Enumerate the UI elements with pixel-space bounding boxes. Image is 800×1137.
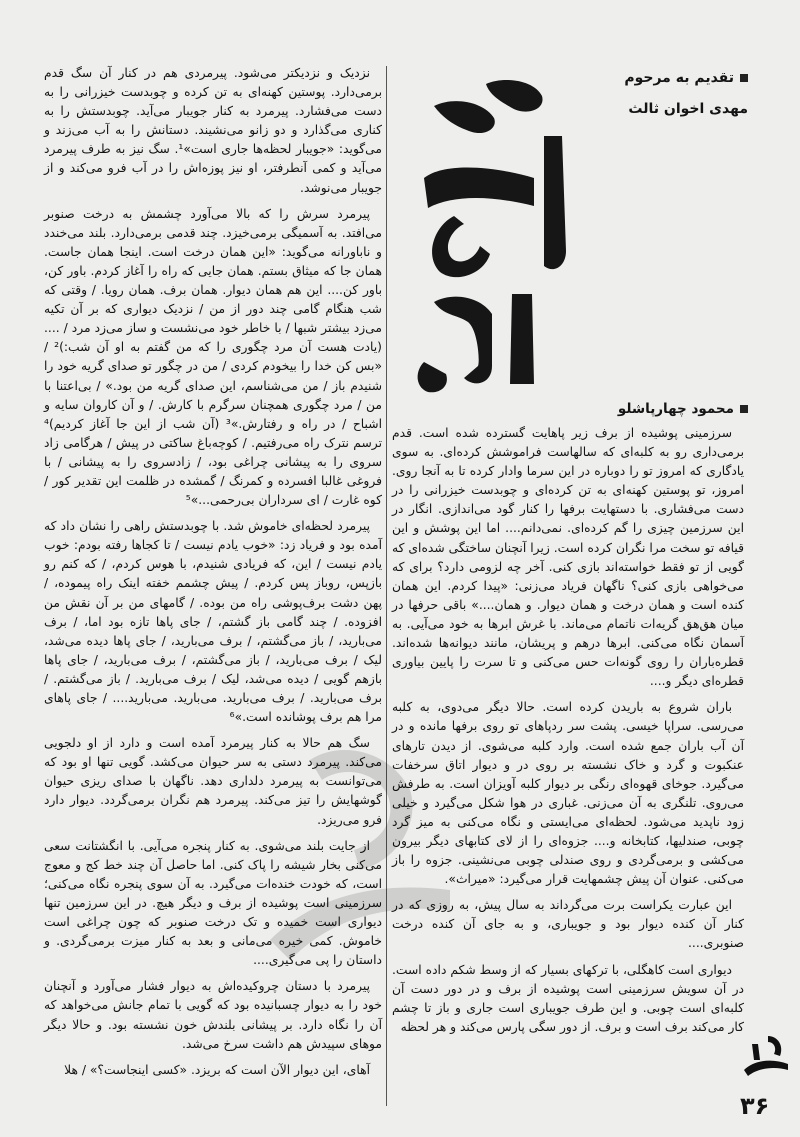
right-paragraph: این عبارت یکراست برت می‌گرداند به سال پیش، به روزی که در کنار آن کنده دیوار بود و جویباری، و به جای آن کنده درخت صنوبری.... bbox=[392, 898, 744, 951]
right-paragraph: دیواری است کاهگلی، با ترکهای بسیار که از وسط شکم داده است. در آن سویش سرزمینی است پوشیده از برف و در دور دست آن کلبه‌ای است چوبی. و این طرف جویباری است جاری و باز تا چشم کار می‌کند برف است و برف. از دور سگی پارس می‌کند و هر لحظه bbox=[392, 962, 744, 1034]
title-calligraphy bbox=[394, 66, 624, 396]
magazine-logo bbox=[738, 1030, 794, 1090]
author-name: محمود چهارپاشلو bbox=[617, 401, 734, 417]
author-byline bbox=[618, 401, 748, 417]
left-paragraph: سگ هم حالا به کنار پیرمرد آمده است و دارد از او دلجویی می‌کند. پیرمرد دستی به سر حیوان می‌کشد. گویی تنها او بود که می‌توانست به پیرمرد دلداری دهد. ناگهان با صدای ریزی حیوان گوشهایش را تیز می‌کند. پیرمرد هم نگران برمی‌گردد. دیوار دارد فرو می‌ریزد. bbox=[44, 736, 382, 827]
tribute-text: تقدیم به مرحوم bbox=[624, 70, 734, 86]
left-paragraph: آهای، این دیوار الآن است که بریزد. «کسی اینجاست؟» / هلا bbox=[64, 1062, 370, 1077]
page-number: ۳۶ bbox=[740, 1092, 770, 1120]
left-paragraph: پیرمرد سرش را که بالا می‌آورد چشمش به درخت صنوبر می‌افتد. به آسمیگی برمی‌خیزد. چند قدمی برمی‌دارد. بلند می‌خندد و ناباورانه می‌گوید: «این همان درخت است. اینجا همان جاست. همان جا که میثاق بستم. همان جایی که راه را آغاز کردم. باور کن، باور کن.... این هم همان دیوار. همان برف. همان رویا. / وقتی که شب هنگام گامی چند دور از من / نزدیک دیواری که بر آن تکیه می‌زد بیشتر شبها / با خاطر خود می‌نشست و ساز می‌زد مرد / .... (یادت هست آن مرد چگوری را که من گفتم به او آن شب:)² / «بس کن خدا را بیخودم کردی / من در چگور تو صدای گریه خود را شنیدم باز / من می‌شناسم، این صدای گریه من بود.» / بی‌اعتنا با من / مرد چگوری همچنان سرگرم با کارش. / و آن کاروان سایه و اشباح / در راه و رفتارش.»³ (آن شب از این جا آغاز کردیم)⁴ ترسم نترک راه می‌رفتیم. / کوچه‌باغ ساکتی در پیش / هرگامی زاد سروی را به پیشانی چراغی بود، / زادسروی را به پیشانی / با فروغی غالبا افسرده و کمرنگ / گمشده در ظلمت این تقدیر کور / کوه غارت / ای سرداران بی‌رحمی...»⁵ bbox=[44, 206, 382, 508]
watermark-logo bbox=[250, 700, 480, 980]
square-bullet-icon bbox=[740, 74, 748, 82]
poet-name: مهدی اخوان ثالث bbox=[628, 101, 748, 117]
right-paragraph: سرزمینی پوشیده از برف زیر پاهایت گسترده شده است. قدم برمی‌داری رو به کلبه‌ای که سالهاست فراموشش کرده‌ای. به سوی یادگاری که امروز تو را دوباره در این سرما وادار کرده تا به آنجا روی. امروز، تو پوستین کهنه‌ای به تن کرده‌ای و چوبدست خیزرانی را در دست می‌فشاری. با دستهایت برفها را کنار گود می‌اندازی. انگار در این سرزمین چیزی را گم کرده‌ای. نمی‌دانم.... اما این پوشش و این قیافه تو سخت مرا نگران کرده است. زیرا آنچنان ساختگی شده‌ای که گویی از تو فقط خواسته‌اند بازی کنی. آخر چه لزومی دارد؟ برای که می‌خواهی بازی کنی؟ ناگهان فریاد می‌زنی: «پیدا کردم. این همان کنده است و همان درخت و همان دیوار. و همان....» باقی حرفها در میان هق‌هق گریه‌ات ناتمام می‌ماند. با غرش ابرها به خود می‌آیی. به آسمان نگاه می‌کنی. ابرها درهم و پریشان، مانند دیوانه‌ها شده‌اند. قطره‌باران را روی گونه‌ات حس می‌کنی و تا سرت را پایین بیاوری قطره‌ای دیگر و.... bbox=[392, 426, 744, 689]
right-paragraph: باران شروع به باریدن کرده است. حالا دیگر می‌دوی، به کلبه می‌رسی. سراپا خیسی. پشت سر ردپاهای تو روی برفها مانده و در آن آب باران جمع شده است. وارد کلبه می‌شوی. از دیدن تارهای عنکبوت و گرد و خاک نشسته بر روی در و دیوار اتاق سرخفات می‌گیرد. جوخای قهوه‌ای رنگی بر دیوار کلبه آویزان است. به طرفش می‌روی. تلنگری به آن می‌زنی. غباری در هوا شکل می‌گیرد و خیلی زود ناپدید می‌شود. لحظه‌ای می‌ایستی و نگاه می‌کنی به میز گرد چوبی، صندلیها، کتابخانه و.... جزوه‌ای را از لای کتابهای دیگر بیرون می‌کشی و برمی‌گردی و روی صندلی چوبی می‌نشینی. جزوه را باز می‌کنی. عنوان آن پیش چشمهایت قرار می‌گیرد: «میراث». bbox=[392, 700, 744, 887]
left-paragraph: از جایت بلند می‌شوی. به کنار پنجره می‌آیی. با انگشتانت سعی می‌کنی بخار شیشه را پاک کنی. اما حاصل آن چند خط کج و معوج است، که خودت خنده‌ات می‌گیرد. به آن سوی پنجره نگاه می‌کنی؛ سرزمینی است پوشیده از برف و دیگر هیچ. در این سرزمین تنها دیواری است خمیده و تک درخت صنوبر که چون چراغی است خاموش. کمی خیره می‌مانی و بعد به کنار میزت برمی‌گردی. و داستان را پی می‌گیری.... bbox=[44, 838, 382, 968]
square-bullet-icon bbox=[740, 405, 748, 413]
left-paragraph: پیرمرد لحظه‌ای خاموش شد. با چوبدستش راهی را نشان داد که آمده بود و فریاد زد: «خوب یادم نیست / تا کجاها رفته بودم: خوب یادم نیست / این، که فریادی شنیدم، با هوس کردم، / که کنم رو بازپس، روباز پس کردم. / پیش چشمم خفته اینک راه پیموده، / پهن دشت برف‌پوشی راه من بوده. / گامهای من بر آن نقش من افزوده. / چند گامی باز گشتم، / جای پاها تازه بود اما، / برف می‌بارید، / باز می‌گشتم، / برف می‌بارید، / جای پاها دیده می‌شد، لیک / برف می‌بارید، / باز می‌گشتم، / برف می‌بارید، / جای پاها بازهم گویی / دیده می‌شد، لیک / برف می‌بارید. / باز می‌گشتم. / برف می‌بارید. / برف می‌بارید. می‌بارید. می‌بارید.... / جای پاهای مرا هم برف پوشانده است.»⁶ bbox=[44, 519, 382, 725]
tribute-heading bbox=[624, 70, 748, 86]
left-paragraph: پیرمرد با دستان چروکیده‌اش به دیوار فشار می‌آورد و آنچنان خود را به دیوار چسبانیده بود که گویی با تمام جانش می‌خواهد که آن را نگاه دارد. بر پیشانی بلندش خون نشسته بود. و حالا دیگر موهای سپیدش هم داشت سرخ می‌شد. bbox=[44, 979, 382, 1051]
left-paragraph: نزدیک و نزدیکتر می‌شود. پیرمردی هم در کنار آن سگ قدم برمی‌دارد. پوستین کهنه‌ای به تن کرده و چوبدست خیزرانی را به دست می‌فشارد. پیرمرد به کنار جویبار می‌آید. چوبدستش را به کناری می‌گذارد و دو زانو می‌نشیند. دستانش را به آب می‌زند و می‌گوید: «جویبار لحظه‌ها جاری است»¹. سگ نیز به طرف پیرمرد می‌آید و کمی آنطرفتر، او نیز پوزه‌اش را در آب فرو می‌کند و از جویبار می‌نوشد. bbox=[44, 66, 382, 195]
